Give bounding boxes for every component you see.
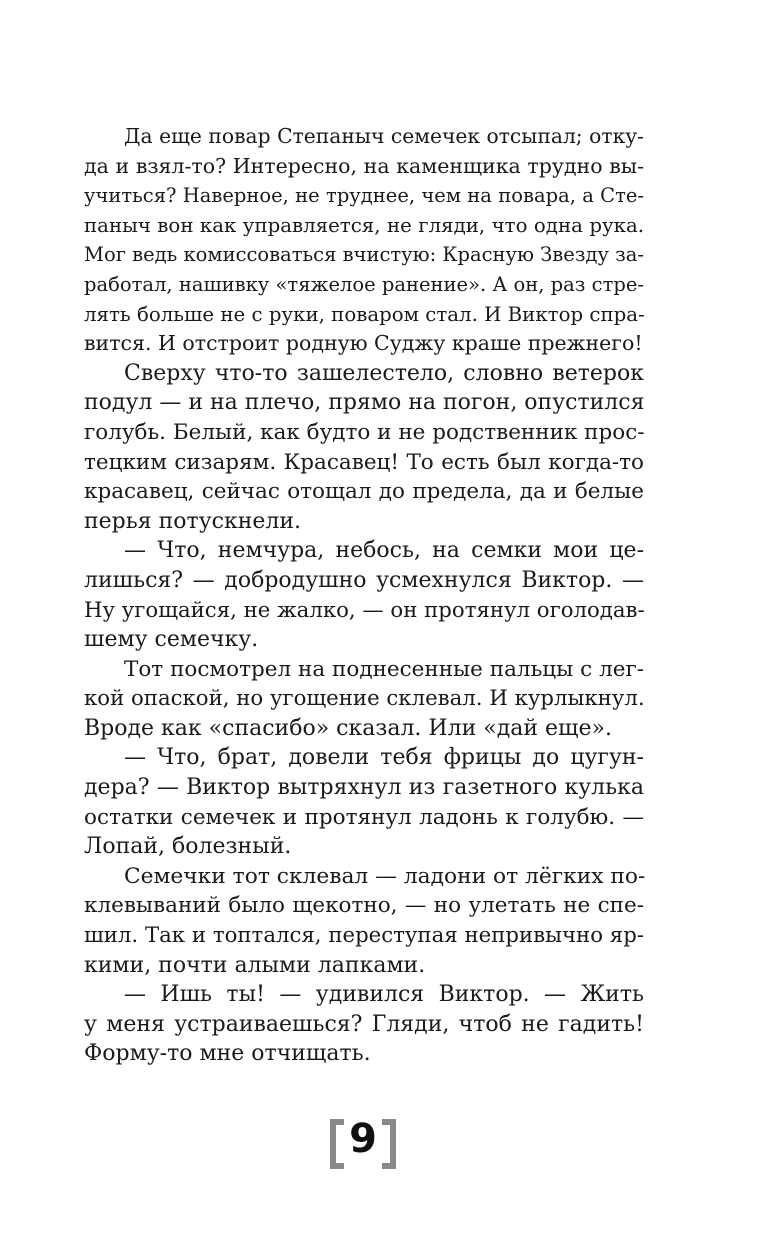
text-line: учиться? Наверное, не труднее, чем на повара, а Сте-: [84, 184, 644, 208]
text-line: лишься? — добродушно усмехнулся Виктор. —: [84, 567, 644, 593]
text-line: — Что, брат, довели тебя фрицы до цугун-: [124, 745, 644, 771]
text-line: клевываний было щекотно, — но улетать не спе-: [84, 893, 644, 919]
text-line: Мог ведь комиссоваться вчистую: Красную Звезду за-: [84, 243, 644, 267]
text-line: Вроде как «спасибо» сказал. Или «дай еще».: [84, 715, 612, 741]
text-line: — Что, немчура, небось, на семки мои це-: [124, 538, 644, 564]
text-line: паныч вон как управляется, не гляди, что одна рука.: [84, 213, 644, 237]
text-line: Семечки тот склевал — ладони от лёгких по-: [124, 863, 646, 889]
text-line: шил. Так и топтался, переступая непривычно яр-: [84, 923, 644, 949]
text-line: вится. И отстроит родную Суджу краше прежнего!: [84, 331, 643, 356]
text-line: Форму-то мне отчищать.: [84, 1041, 371, 1067]
text-line: дера? — Виктор вытряхнул из газетного кулька: [84, 775, 644, 801]
text-line: красавец, сейчас отощал до предела, да и белые: [84, 479, 644, 505]
text-line: лять больше не с руки, поваром стал. И Виктор спра-: [84, 302, 645, 326]
text-line: кой опаской, но угощение склевал. И курлыкнул.: [84, 686, 645, 712]
text-line: Лопай, болезный.: [84, 834, 292, 860]
folio-left-bracket-icon: [330, 1119, 344, 1169]
text-line: Тот посмотрел на поднесенные пальцы с лег-: [124, 656, 644, 682]
page-number: [330, 1116, 396, 1169]
text-line: подул — и на плечо, прямо на погон, опустился: [84, 390, 645, 416]
text-line: кими, почти алыми лапками.: [84, 952, 426, 978]
text-line: да и взял-то? Интересно, на каменщика трудно вы-: [84, 153, 644, 178]
text-line: у меня устраиваешься? Гляди, чтоб не гадить!: [84, 1011, 644, 1037]
page-number-value: 9: [349, 1116, 377, 1162]
body-text: [84, 122, 646, 1069]
text-line: голубь. Белый, как будто и не родственник прос-: [84, 419, 645, 445]
text-line: остатки семечек и протянул ладонь к голубю. —: [84, 804, 644, 830]
folio-right-bracket-icon: [382, 1119, 396, 1169]
text-line: — Ишь ты! — удивился Виктор. — Жить: [124, 982, 644, 1008]
text-line: Да еще повар Степаныч семечек отсыпал; отку-: [124, 124, 644, 148]
text-line: перья потускнели.: [84, 508, 302, 534]
text-line: работал, нашивку «тяжелое ранение». А он, раз стре-: [84, 272, 644, 296]
text-line: тецким сизарям. Красавец! То есть был когда-то: [84, 449, 644, 475]
text-line: Ну угощайся, не жалко, — он протянул оголодав-: [84, 597, 645, 623]
text-line: Сверху что-то зашелестело, словно ветерок: [124, 360, 644, 386]
text-line: шему семечку.: [84, 627, 259, 653]
